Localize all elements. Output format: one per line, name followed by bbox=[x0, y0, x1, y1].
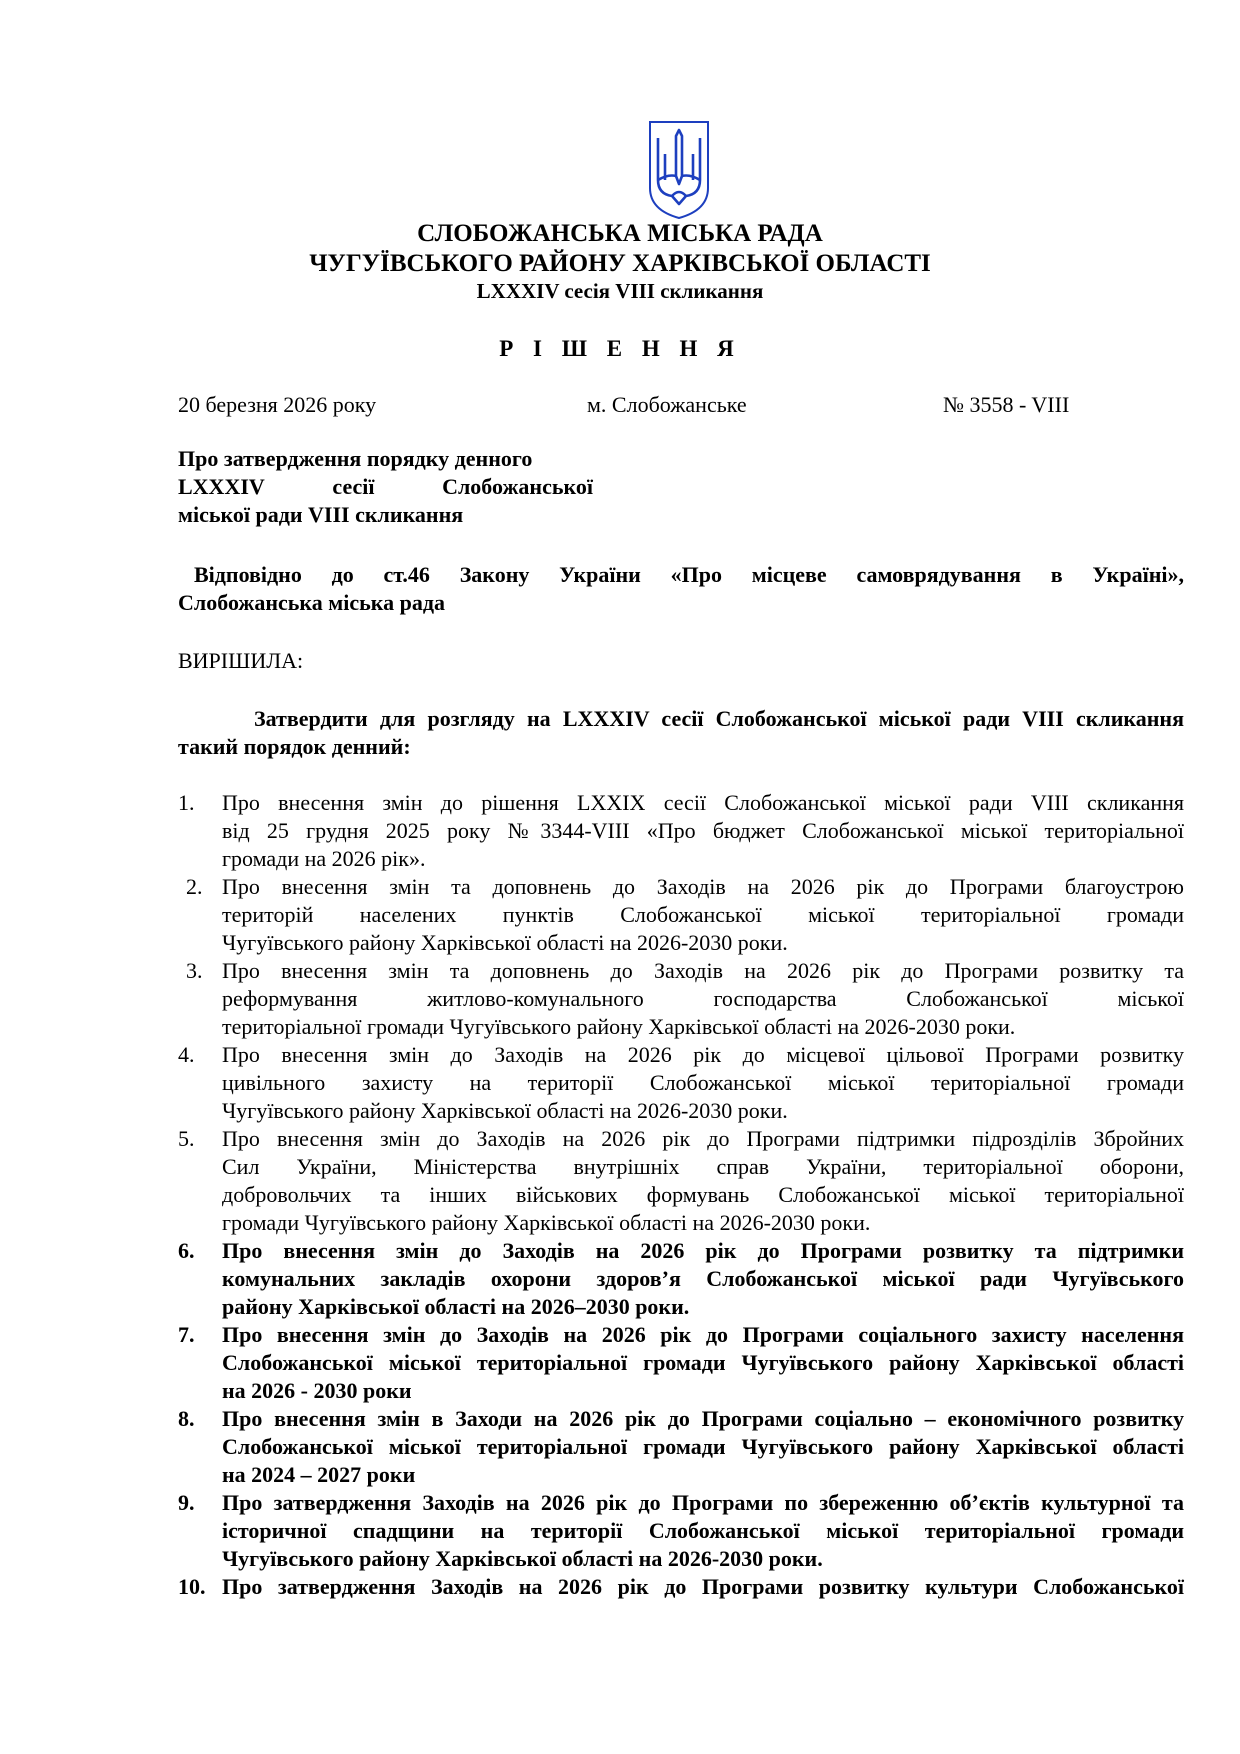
agenda-item-line: цивільного захисту на території Слобожанської міської територіальної громади bbox=[222, 1070, 1184, 1095]
agenda-item-text bbox=[222, 957, 1184, 1041]
agenda-item-text bbox=[222, 1573, 1184, 1601]
subject-word: Слобожанської bbox=[442, 474, 593, 499]
agenda-item-line: на 2026 - 2030 роки bbox=[222, 1378, 412, 1403]
agenda-item-text bbox=[222, 1041, 1184, 1125]
agenda-item-text bbox=[222, 1405, 1184, 1489]
agenda-item-line: Про внесення змін до рішення LXXIX сесії Слобожанської міської ради VIII скликання bbox=[222, 790, 1184, 815]
agenda-item-text bbox=[222, 1125, 1184, 1237]
agenda-item-line: реформування житлово-комунального господарства Слобожанської міської bbox=[222, 986, 1184, 1011]
subject-line: Про затвердження порядку денного bbox=[178, 446, 533, 471]
decision-date: 20 березня 2026 року bbox=[178, 392, 377, 417]
trident-icon bbox=[644, 118, 714, 222]
agenda-item-line: Чугуївського району Харківської області на 2026-2030 роки. bbox=[222, 930, 788, 955]
agenda-item-line: Сил України, Міністерства внутрішніх справ України, територіальної оборони, bbox=[222, 1154, 1184, 1179]
agenda-item bbox=[0, 1321, 1240, 1405]
agenda-item bbox=[0, 1489, 1240, 1573]
agenda-item-line: Про затвердження Заходів на 2026 рік до Програми розвитку культури Слобожанської bbox=[222, 1574, 1184, 1599]
decided-heading: ВИРІШИЛА: bbox=[178, 648, 304, 673]
agenda-item-line: Про внесення змін до Заходів на 2026 рік до Програми підтримки підрозділів Збройних bbox=[222, 1126, 1184, 1151]
agenda-item-number: 1. bbox=[178, 790, 195, 815]
agenda-item bbox=[0, 1041, 1240, 1125]
agenda-item-line: Про внесення змін та доповнень до Заходів на 2026 рік до Програми благоустрою bbox=[222, 874, 1184, 899]
approve-line: Затвердити для розгляду на LXXXIV сесії Слобожанської міської ради VIII скликання bbox=[254, 706, 1184, 731]
agenda-item-line: Про внесення змін до Заходів на 2026 рік до місцевої цільової Програми розвитку bbox=[222, 1042, 1184, 1067]
decision-city: м. Слобожанське bbox=[587, 392, 747, 417]
agenda-item bbox=[0, 873, 1240, 957]
preamble-line: Відповідно до ст.46 Закону України «Про місцеве самоврядування в Україні», bbox=[194, 562, 1184, 587]
subject-line bbox=[178, 473, 593, 501]
agenda-item-line: історичної спадщини на території Слобожанської міської територіальної громади bbox=[222, 1518, 1184, 1543]
agenda-item-line: Про затвердження Заходів на 2026 рік до Програми по збереженню об’єктів культурної та bbox=[222, 1490, 1184, 1515]
agenda-item-number: 8. bbox=[178, 1406, 195, 1431]
decision-subject bbox=[178, 445, 593, 529]
agenda-item-number: 5. bbox=[178, 1126, 195, 1151]
agenda-item-line: Слобожанської міської територіальної громади Чугуївського району Харківської області bbox=[222, 1434, 1184, 1459]
document-title: Р І Ш Е Н Н Я bbox=[499, 336, 741, 361]
agenda-item-number: 10. bbox=[178, 1574, 206, 1599]
agenda-item-line: Чугуївського району Харківської області на 2026-2030 роки. bbox=[222, 1098, 788, 1123]
agenda-item-line: Чугуївського району Харківської області на 2026-2030 роки. bbox=[222, 1546, 823, 1571]
agenda-item-number: 2. bbox=[186, 874, 203, 899]
agenda-item bbox=[0, 1237, 1240, 1321]
agenda-item-line: від 25 грудня 2025 року №3344-VIII «Про бюджет Слобожанської міської територіальної bbox=[222, 818, 1184, 843]
council-name: СЛОБОЖАНСЬКА МІСЬКА РАДА bbox=[417, 220, 823, 247]
session-name: LXXXIV сесія VIII скликання bbox=[476, 279, 764, 303]
preamble-line: Слобожанська міська рада bbox=[178, 590, 445, 615]
agenda-item bbox=[0, 1573, 1240, 1601]
agenda-item bbox=[0, 1405, 1240, 1489]
agenda-item-line: громади на 2026 рік». bbox=[222, 846, 426, 871]
agenda-item-number: 4. bbox=[178, 1042, 195, 1067]
subject-word: LXXXIV bbox=[178, 474, 265, 499]
agenda-item bbox=[0, 1125, 1240, 1237]
agenda-item-number: 3. bbox=[186, 958, 203, 983]
subject-word: сесії bbox=[332, 474, 375, 499]
agenda-item-line: на 2024 – 2027 роки bbox=[222, 1462, 416, 1487]
agenda-item-line: Про внесення змін та доповнень до Заходів на 2026 рік до Програми розвитку та bbox=[222, 958, 1184, 983]
agenda-item-text bbox=[222, 873, 1184, 957]
agenda-item-text bbox=[222, 1321, 1184, 1405]
agenda-item-line: Про внесення змін до Заходів на 2026 рік до Програми соціального захисту населення bbox=[222, 1322, 1184, 1347]
agenda-item-line: Слобожанської міської територіальної громади Чугуївського району Харківської області bbox=[222, 1350, 1184, 1375]
agenda-item-line: добровольчих та інших військових формувань Слобожанської міської територіальної bbox=[222, 1182, 1184, 1207]
agenda-item-line: Про внесення змін до Заходів на 2026 рік до Програми розвитку та підтримки bbox=[222, 1238, 1184, 1263]
coat-of-arms-emblem bbox=[644, 118, 714, 222]
agenda-item-line: району Харківської області на 2026–2030 роки. bbox=[222, 1294, 690, 1319]
agenda-item-number: 9. bbox=[178, 1490, 195, 1515]
agenda-item-line: комунальних закладів охорони здоров’я Слобожанської міської ради Чугуївського bbox=[222, 1266, 1184, 1291]
agenda-item-line: громади Чугуївського району Харківської області на 2026-2030 роки. bbox=[222, 1210, 871, 1235]
agenda-item-number: 7. bbox=[178, 1322, 195, 1347]
district-name: ЧУГУЇВСЬКОГО РАЙОНУ ХАРКІВСЬКОЇ ОБЛАСТІ bbox=[309, 250, 931, 277]
preamble bbox=[178, 561, 1184, 617]
agenda-list bbox=[0, 789, 1240, 1601]
approve-line: такий порядок денний: bbox=[178, 734, 411, 759]
agenda-item-text bbox=[222, 1489, 1184, 1573]
agenda-item-line: Про внесення змін в Заходи на 2026 рік до Програми соціально – економічного розвитку bbox=[222, 1406, 1184, 1431]
agenda-item-text bbox=[222, 1237, 1184, 1321]
decision-number: № 3558 - VIII bbox=[943, 392, 1070, 417]
agenda-item-text bbox=[222, 789, 1184, 873]
subject-line: міської ради VIII скликання bbox=[178, 502, 464, 527]
approve-paragraph bbox=[178, 705, 1184, 761]
agenda-item bbox=[0, 957, 1240, 1041]
agenda-item bbox=[0, 789, 1240, 873]
agenda-item-number: 6. bbox=[178, 1238, 195, 1263]
agenda-item-line: територій населених пунктів Слобожанської міської територіальної громади bbox=[222, 902, 1184, 927]
agenda-item-line: територіальної громади Чугуївського району Харківської області на 2026-2030 роки. bbox=[222, 1014, 1016, 1039]
